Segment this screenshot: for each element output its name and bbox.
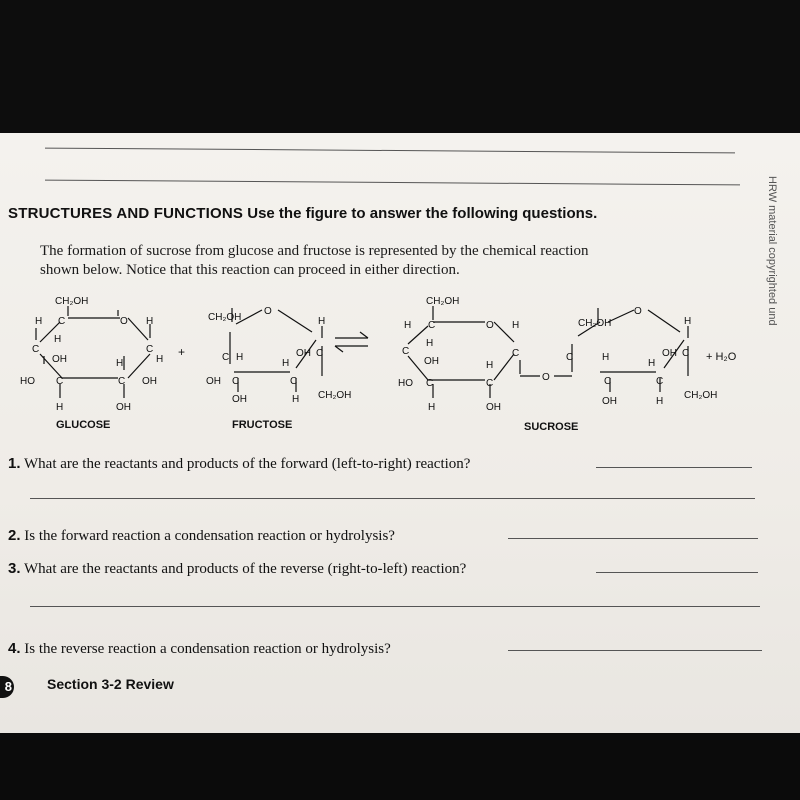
fructose-o: O	[264, 306, 272, 317]
section-instruction: Use the figure to answer the following questions.	[247, 205, 598, 222]
sucrose-c5: C	[486, 378, 494, 389]
question-2	[8, 527, 768, 545]
glucose-oh3: OH	[116, 402, 131, 413]
fructose-h1: H	[318, 316, 326, 327]
question-1	[8, 455, 768, 473]
glucose-oh2: OH	[142, 376, 157, 387]
fructose-ch2oh1: CH₂OH	[208, 312, 242, 323]
sucrose-ch2oh2: CH₂OH	[578, 318, 612, 329]
answer-line-2[interactable]	[508, 538, 758, 539]
sucrose-h9: H	[656, 396, 664, 407]
fructose-h2: H	[236, 352, 244, 363]
sucrose-h5: H	[428, 402, 436, 413]
fructose-c3: C	[232, 376, 240, 387]
sucrose-o3: O	[634, 306, 642, 317]
fructose-h4: H	[292, 394, 300, 405]
answer-line-3b[interactable]	[30, 606, 760, 607]
sucrose-h7: H	[602, 352, 610, 363]
sucrose-h8: H	[648, 358, 656, 369]
glucose-oh1: OH	[52, 354, 67, 365]
glucose-label: GLUCOSE	[56, 419, 111, 431]
sucrose-c8: C	[604, 376, 612, 387]
intro-line-2: shown below. Notice that this reaction can proceed in either direction.	[40, 262, 460, 278]
sucrose-oh2: OH	[486, 402, 501, 413]
sucrose-c9: C	[656, 376, 664, 387]
sucrose-h1: H	[404, 320, 412, 331]
section-heading	[8, 205, 778, 222]
sucrose-c7: C	[682, 348, 690, 359]
question-4	[8, 640, 768, 658]
glucose-h2: H	[146, 316, 154, 327]
question-text: What are the reactants and products of the reverse (right-to-left) reaction?	[24, 561, 467, 577]
glucose-c3: C	[146, 344, 154, 355]
answer-line-1a[interactable]	[596, 467, 752, 468]
section-title: STRUCTURES AND FUNCTIONS	[8, 205, 244, 222]
fructose-oh2: OH	[206, 376, 221, 387]
intro-paragraph	[40, 242, 740, 280]
question-text: Is the reverse reaction a condensation reaction or hydrolysis?	[24, 641, 391, 657]
intro-line-1: The formation of sucrose from glucose and fructose is represented by the chemical reaction	[40, 243, 589, 259]
sucrose-ch2oh3: CH₂OH	[684, 390, 718, 401]
footer-section-label: Section 3-2 Review	[47, 676, 174, 692]
glucose-ch2oh: CH₂OH	[55, 296, 89, 307]
sucrose-c2: C	[402, 346, 410, 357]
question-number: 2.	[8, 527, 21, 544]
sucrose-oh4: OH	[602, 396, 617, 407]
fructose-c4: C	[290, 376, 298, 387]
glucose-h5: H	[156, 354, 164, 365]
question-number: 4.	[8, 640, 21, 657]
glucose-h6: H	[56, 402, 64, 413]
glucose-c2: C	[32, 344, 40, 355]
glucose-h3: H	[54, 334, 62, 345]
fructose-label: FRUCTOSE	[232, 419, 293, 431]
sucrose-oh3: OH	[662, 348, 677, 359]
plus-sign: +	[178, 345, 186, 359]
fructose-c1: C	[222, 352, 230, 363]
fructose-oh1: OH	[296, 348, 311, 359]
glucose-h1: H	[35, 316, 43, 327]
fructose-c2: C	[316, 348, 324, 359]
background-bottom	[0, 733, 800, 800]
glucose-h4: H	[116, 358, 124, 369]
glucose-c4: C	[56, 376, 64, 387]
question-3	[8, 560, 768, 578]
fructose-h3: H	[282, 358, 290, 369]
question-text: Is the forward reaction a condensation reaction or hydrolysis?	[24, 528, 395, 544]
sucrose-ch2oh1: CH₂OH	[426, 296, 460, 307]
sucrose-c4: C	[426, 378, 434, 389]
sucrose-oh1: OH	[424, 356, 439, 367]
question-text: What are the reactants and products of the forward (left-to-right) reaction?	[24, 456, 471, 472]
question-number: 1.	[8, 455, 21, 472]
sucrose-o1: O	[486, 320, 494, 331]
sucrose-h2: H	[512, 320, 520, 331]
sucrose-h4: H	[486, 360, 494, 371]
sucrose-c6: C	[566, 352, 574, 363]
answer-line-1b[interactable]	[30, 498, 755, 499]
sucrose-h6: H	[684, 316, 692, 327]
glucose-ho: HO	[20, 376, 35, 387]
reaction-figure	[0, 280, 800, 440]
question-number: 3.	[8, 560, 21, 577]
answer-line-3a[interactable]	[596, 572, 758, 573]
answer-line-4[interactable]	[508, 650, 762, 651]
sucrose-o2: O	[542, 372, 550, 383]
background-top	[0, 0, 800, 133]
fructose-ch2oh2: CH₂OH	[318, 390, 352, 401]
fructose-oh3: OH	[232, 394, 247, 405]
sucrose-h3: H	[426, 338, 434, 349]
glucose-c5: C	[118, 376, 126, 387]
copyright-note: HRW material copyrighted und	[766, 176, 778, 326]
sucrose-c3: C	[512, 348, 520, 359]
sucrose-ho: HO	[398, 378, 413, 389]
page-number: 8	[0, 676, 14, 698]
sucrose-c1: C	[428, 320, 436, 331]
water-product: + H₂O	[706, 351, 737, 363]
glucose-c1: C	[58, 316, 66, 327]
glucose-o: O	[120, 316, 128, 327]
sucrose-label: SUCROSE	[524, 421, 579, 433]
